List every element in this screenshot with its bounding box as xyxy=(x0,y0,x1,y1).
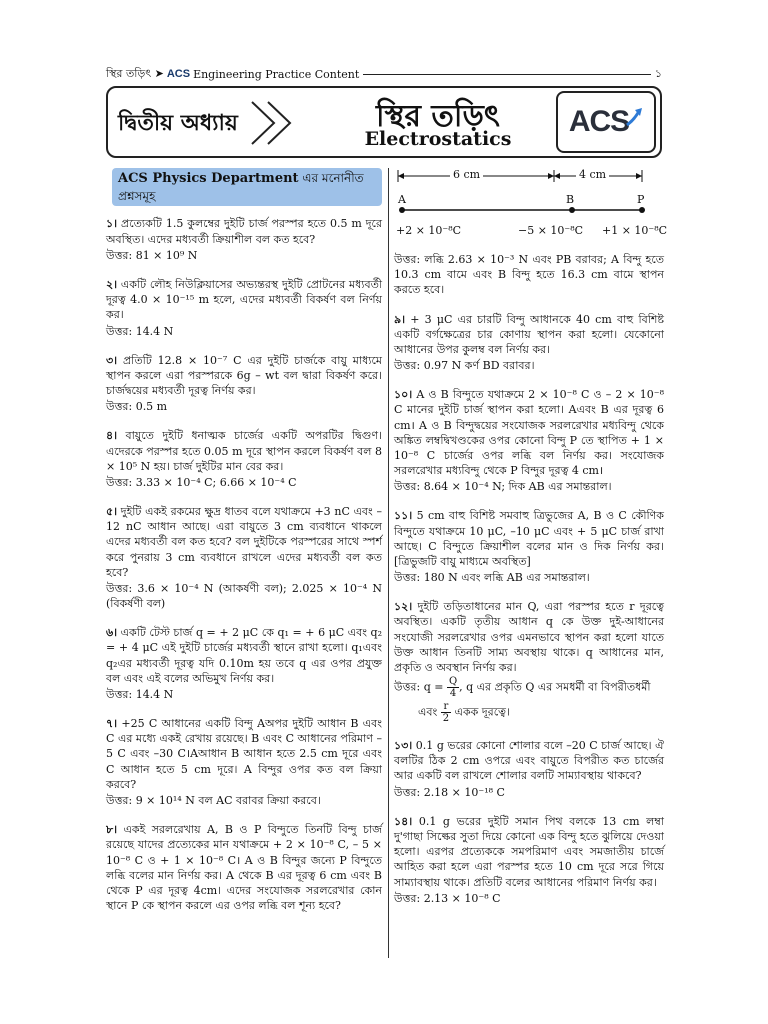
question-answer: উত্তর: 0.97 N কর্ণ BD বরাবর। xyxy=(394,359,535,373)
question-text xyxy=(106,353,382,399)
question-number: ৪। xyxy=(106,429,118,443)
chapter-label: দ্বিতীয় অধ্যায় xyxy=(118,110,238,136)
left-column xyxy=(106,168,382,927)
question-text xyxy=(394,599,664,675)
question-item xyxy=(394,252,664,298)
question-item xyxy=(106,504,382,611)
distance-ab-label: 6 cm xyxy=(450,167,483,182)
department-badge xyxy=(112,168,382,206)
q12-answer xyxy=(394,676,664,724)
question-body: প্রত্যেকটি 1.5 কুলম্বের দুইটি চার্জ পরস্পর হতে 0.5 m দূরে অবস্থিত। এদের মধ্যবর্তী ক্রিয়াশীল বল কত হবে? xyxy=(106,217,382,246)
question-item xyxy=(394,312,664,374)
question-number: ৯। xyxy=(394,312,406,326)
question-body: দুইটি তড়িতাধানের মান Q, এরা পরস্পর হতে r দূরত্বে অবস্থিত। একটি তৃতীয় আধান q কে উক্ত দুই-আধানের সংযোজী সরলরেখার ওপর এমনভাবে স্থাপন করা হলো যাতে উক্ত আধান তিনটি সাম্য অবস্থায় থাকে। q আধানের মান, প্রকৃতি ও অবস্থান নির্ণয় কর। xyxy=(394,600,664,674)
question-text xyxy=(106,428,382,474)
distance-bp-label: 4 cm xyxy=(576,167,609,182)
question-number: ৮। xyxy=(106,823,118,837)
question-number: ১৩। xyxy=(394,739,413,753)
question-item xyxy=(106,625,382,702)
charge-line-diagram xyxy=(394,168,668,246)
question-text xyxy=(394,387,664,478)
question-list-left xyxy=(106,216,382,913)
charge-p-label: +1 × 10⁻⁸C xyxy=(602,224,668,237)
question-text xyxy=(106,822,382,913)
question-item xyxy=(106,216,382,263)
question-text xyxy=(106,625,382,686)
question-item xyxy=(106,428,382,490)
department-suffix: এর মনোনীত প্রশ্নসমূহ xyxy=(118,171,364,203)
breadcrumb-title: Engineering Practice Content xyxy=(193,67,360,81)
breadcrumb-chapter: স্থির তড়িৎ ➤ xyxy=(106,66,164,80)
q12-answer-and: এবং xyxy=(418,705,438,719)
question-answer: উত্তর: 3.33 × 10⁻⁴ C; 6.66 × 10⁻⁴ C xyxy=(106,475,297,489)
point-a-label: A xyxy=(398,193,406,206)
question-number: ১। xyxy=(106,217,118,231)
question-answer: উত্তর: 81 × 10⁹ N xyxy=(106,248,198,262)
chapter-title-bangla: স্থির তড়িৎ xyxy=(376,99,500,134)
question-number: ২। xyxy=(106,278,118,291)
question-number: ৩। xyxy=(106,353,118,367)
question-body: 5 cm বাহু বিশিষ্ট সমবাহু ত্রিভুজের A, B ও C কৌণিক বিন্দুতে যথাক্রমে 10 μC, –10 μC এবং + 5 μC চার্জ রাখা আছে। C বিন্দুতে ক্রিয়াশীল বলের মান ও দিক নির্ণয় কর। [ত্রিভুজটি বায়ু মাধ্যমে অবস্থিত] xyxy=(394,509,664,568)
question-list-right xyxy=(394,252,664,906)
chapter-banner xyxy=(106,86,662,158)
question-item xyxy=(106,716,382,808)
question-answer: উত্তর: 180 N এবং লব্ধি AB এর সমান্তরাল। xyxy=(394,571,590,585)
chapter-title-english: Electrostatics xyxy=(364,128,512,150)
q12-answer-mid: , q এর প্রকৃতি Q এর সমধর্মী বা বিপরীতধর্মী xyxy=(459,680,651,694)
question-text xyxy=(394,738,664,784)
question-number: ১০। xyxy=(394,388,413,402)
question-item xyxy=(106,277,382,339)
acs-logo xyxy=(556,91,656,153)
column-divider xyxy=(388,168,389,958)
charge-b-label: −5 × 10⁻⁸C xyxy=(518,224,584,237)
page-number: ১ xyxy=(654,66,662,80)
fraction-q-over-4: $\frac{Q}{4}$ xyxy=(448,676,458,700)
breadcrumb-logo: ACS xyxy=(166,68,191,80)
question-number: ১১। xyxy=(394,509,413,523)
question-body: একটি লৌহ নিউক্লিয়াসের অভ্যন্তরস্থ দুইটি প্রোটনের মধ্যবর্তী দূরত্ব 4.0 × 10⁻¹⁵ m হলে, এদের মধ্যবর্তী বিকর্ষণ বল নির্ণয় কর। xyxy=(106,278,382,322)
question-answer: উত্তর: 14.4 N xyxy=(106,687,174,701)
header-rule xyxy=(363,74,651,75)
question-item xyxy=(394,387,664,494)
question-text xyxy=(106,504,382,580)
question-body: 0.1 g ভরের কোনো শোলার বলে –20 C চার্জ আছে। ঐ বলটির ঠিক 2 cm ওপরে এবং বায়ুতে বিপরীত কত চার্জের আর একটি বল রাখলে শোলার বলটি সাম্যাবস্থায় থাকবে? xyxy=(394,739,664,783)
question-body: + 3 μC এর চারটি বিন্দু আধানকে 40 cm বাহু বিশিষ্ট একটি বর্গক্ষেত্রের চার কোণায় স্থাপন করা হলো। যেকোনো আধানের উপর কুলম্ব বল নির্ণয় কর। xyxy=(394,312,664,356)
question-text xyxy=(394,312,664,358)
question-answer: উত্তর: 2.13 × 10⁻⁸ C xyxy=(394,891,501,905)
question-item xyxy=(394,814,664,906)
question-body: বায়ুতে দুইটি ধনাত্মক চার্জের একটি অপরটির দ্বিগুণ। এদেরকে পরস্পর হতে 0.05 m দূরে স্থাপন করলে বিকর্ষণ বল 8 × 10⁵ N হয়। চার্জ দুইটির মান বের কর। xyxy=(106,429,382,473)
question-answer: উত্তর: লব্ধি 2.63 × 10⁻³ N এবং PB বরাবর; A বিন্দু হতে 10.3 cm বামে এবং B বিন্দু হতে 16.3 cm বামে স্থাপন করতে হবে। xyxy=(394,253,664,297)
question-body: A ও B বিন্দুতে যথাক্রমে 2 × 10⁻⁸ C ও – 2 × 10⁻⁸ C মানের দুইটি চার্জ স্থাপন করা হলো। Aএবং B এর দূরত্ব 6 cm। A ও B বিন্দুদ্বয়ের সংযোজক সরলরেখার মধ্যবিন্দু থেকে অঙ্কিত লম্বদ্বিখণ্ডকের ওপর কোনো বিন্দু P তে স্থাপিত + 1 × 10⁻⁸ C চার্জের ওপর লব্ধি বল নির্ণয় কর। সংযোজক সরলরেখার মধ্যবিন্দু থেকে P বিন্দুর দূরত্ব 4 cm। xyxy=(394,388,664,478)
department-name: ACS Physics Department xyxy=(118,171,299,186)
q12-answer-suffix: একক দূরত্বে। xyxy=(454,705,510,719)
q12-answer-prefix: উত্তর: q = xyxy=(394,680,444,694)
logo-text: ACS xyxy=(568,105,630,138)
question-item xyxy=(394,738,664,800)
page-header xyxy=(106,66,662,82)
question-answer: উত্তর: 9 × 10¹⁴ N বল AC বরাবর ক্রিয়া করবে। xyxy=(106,793,321,807)
question-text xyxy=(394,508,664,569)
arrow-up-right-icon xyxy=(625,107,643,127)
question-number: ১২। xyxy=(394,600,413,614)
question-body: প্রতিটি 12.8 × 10⁻⁷ C এর দুইটি চার্জকে বায়ু মাধ্যমে স্থাপন করলে এরা পরস্পরকে 6g – wt বল দ্বারা বিকর্ষণ করে। চার্জদ্বয়ের মধ্যবর্তী দূরত্ব নির্ণয় কর। xyxy=(106,353,382,398)
question-item xyxy=(106,353,382,415)
right-column xyxy=(394,168,668,920)
question-number: ১৪। xyxy=(394,814,413,828)
point-b-label: B xyxy=(566,193,575,206)
fraction-r-over-2: $\frac{r}{2}$ xyxy=(442,701,450,725)
question-body: দুইটি একই রকমের ক্ষুদ্র ধাতব বলে যথাক্রমে +3 nC এবং –12 nC আধান আছে। এরা বায়ুতে 3 cm ব্যবধানে থাকলে এদের মধ্যবর্তী বল কত হবে? বল দুইটিকে পরস্পরের সাথে স্পর্শ করে পুনরায় 3 cm ব্যবধানে রাখলে এদের মধ্যবর্তী বল কত হবে? xyxy=(106,505,382,579)
question-body: একই সরলরেখায় A, B ও P বিন্দুতে তিনটি বিন্দু চার্জ রয়েছে যাদের প্রত্যেকের মান যথাক্রমে + 2 × 10⁻⁸ C, – 5 × 10⁻⁸ C ও + 1 × 10⁻⁸ C। A ও B বিন্দুর জন্যে P বিন্দুতে লব্ধি বলের মান নির্ণয় কর। A থেকে B এর দূরত্ব 6 cm এবং B থেকে P এর দূরত্ব 4cm। এদের সংযোজক সরলরেখার কোন স্থানে P কে স্থাপন করলে এর ওপর লব্ধি বল শূন্য হবে? xyxy=(106,823,382,913)
question-answer: উত্তর: 8.64 × 10⁻⁴ N; দিক AB এর সমান্তরাল। xyxy=(394,480,612,494)
question-number: ৫। xyxy=(106,505,118,519)
question-answer: উত্তর: 14.4 N xyxy=(106,324,174,338)
question-text xyxy=(106,216,382,246)
question-text xyxy=(106,277,382,323)
question-item xyxy=(394,599,664,724)
question-answer: উত্তর: 3.6 × 10⁻⁴ N (আকর্ষণী বল); 2.025 × 10⁻⁴ N (বিকর্ষণী বল) xyxy=(106,581,382,611)
question-number: ৭। xyxy=(106,717,118,731)
question-item xyxy=(106,822,382,913)
chevron-right-icon xyxy=(244,98,304,148)
question-text xyxy=(394,814,664,890)
question-answer: উত্তর: 2.18 × 10⁻¹⁸ C xyxy=(394,785,505,799)
point-p-label: P xyxy=(637,193,645,206)
question-item xyxy=(394,508,664,585)
question-answer: উত্তর: 0.5 m xyxy=(106,400,168,414)
question-body: 0.1 g ভরের দুইটি সমান পিথ বলকে 13 cm লম্বা দু'গাছা সিল্কের সুতা দিয়ে কোনো এক বিন্দু হতে ঝুলিয়ে দেওয়া হলো। এরপর প্রত্যেককে সমপরিমাণ এবং সমজাতীয় চার্জে আহিত করা হলে এরা পরস্পর হতে 10 cm দূরে সরে গিয়ে সাম্যাবস্থায় থাকে। প্রতিটি বলের আধানের পরিমাণ নির্ণয় কর। xyxy=(394,814,664,889)
charge-a-label: +2 × 10⁻⁸C xyxy=(396,224,462,237)
question-body: একটি টেস্ট চার্জ q = + 2 μC কে q₁ = + 6 μC এবং q₂ = + 4 μC এই দুইটি চার্জের মধ্যবর্তী স্থানে রাখা হলো। q₁এবং q₂এর মধ্যবর্তী দূরত্ব যদি 0.10m হয় তবে q এর ওপর প্রযুক্ত বল এবং এই বলের অভিমুখ নির্ণয় কর। xyxy=(106,626,382,685)
question-body: +25 C আধানের একটি বিন্দু Aঅপর দুইটি আধান B এবং C এর মধ্যে একই রেখায় রয়েছে। B এবং C আধানের পরিমাণ –5 C এবং –30 C।Aআধান B আধান হতে 2.5 cm দূরে এবং C আধান হতে 5 cm দূরে। A বিন্দুর ওপর কত বল ক্রিয়া করবে? xyxy=(106,717,382,791)
question-number: ৬। xyxy=(106,626,118,640)
question-text xyxy=(106,716,382,792)
